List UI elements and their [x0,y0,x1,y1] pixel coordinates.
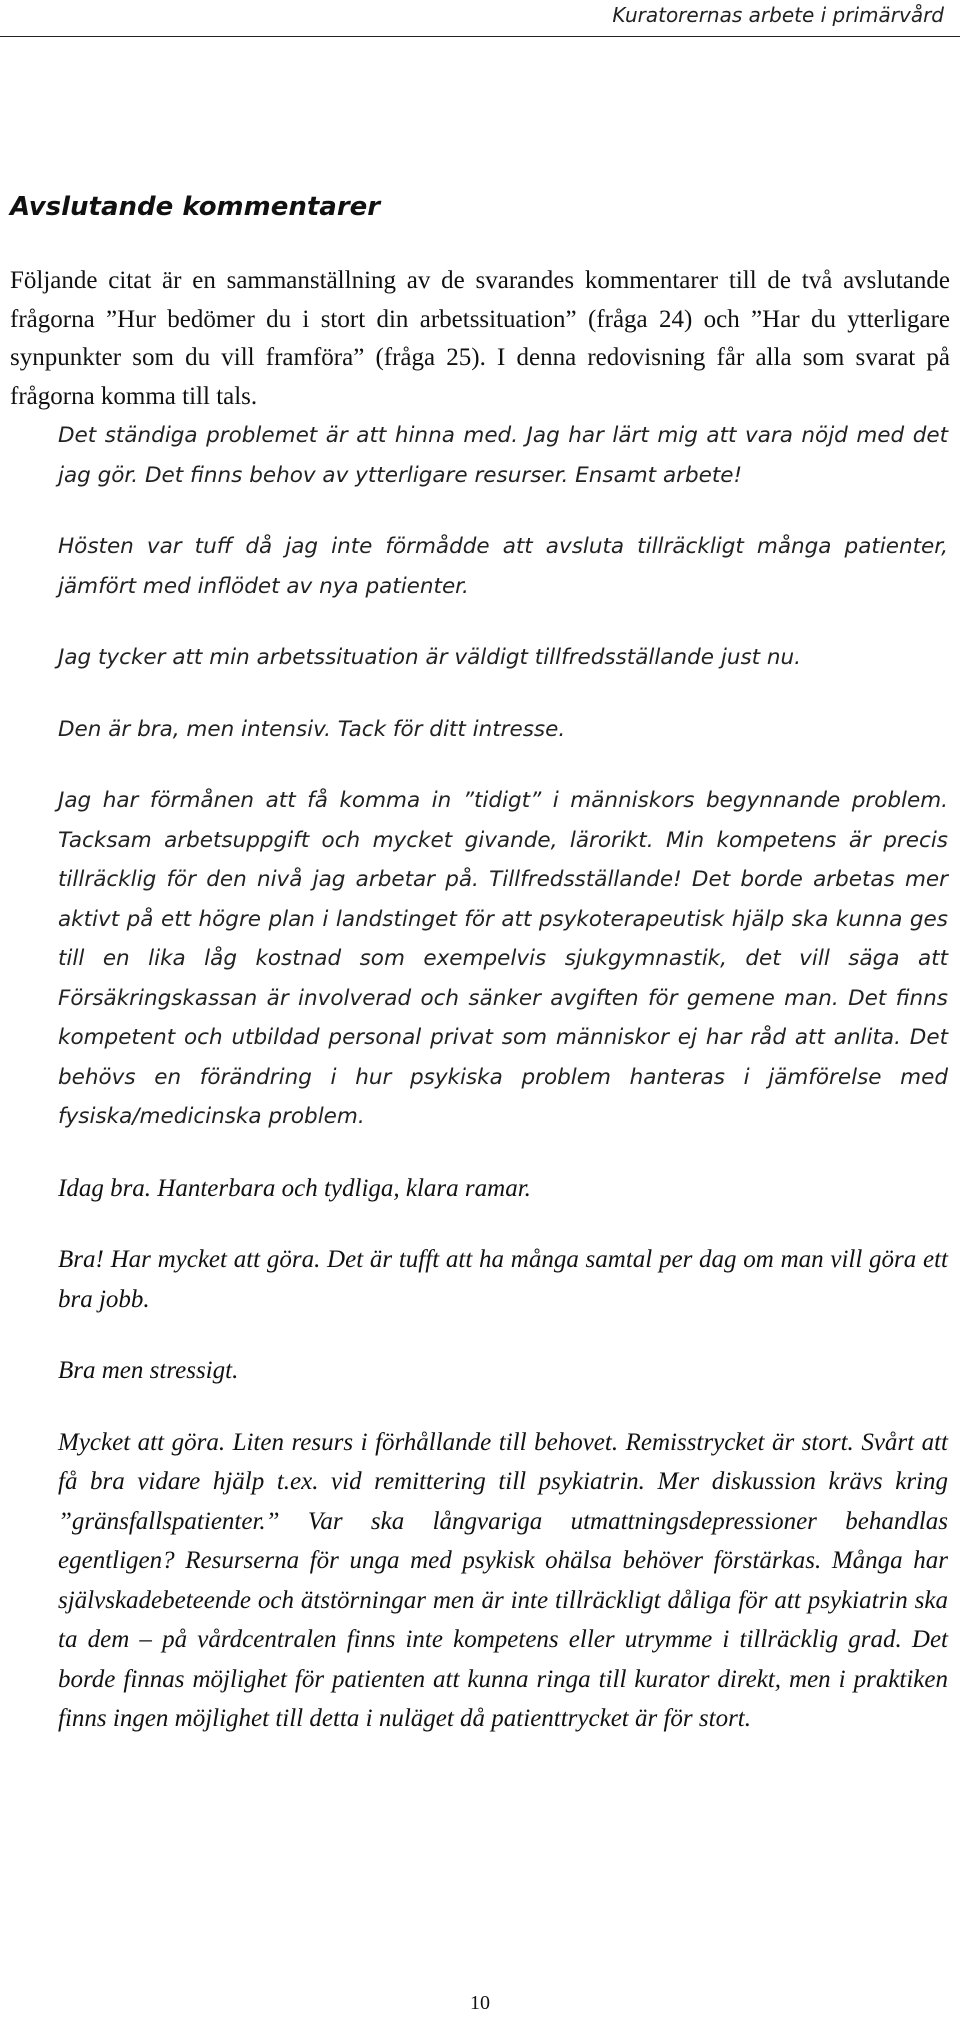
running-header: Kuratorernas arbete i primärvård [612,3,944,27]
quote-9: Mycket att göra. Liten resurs i förhållande till behovet. Remisstrycket är stort. Svårt att få bra vidare hjälp t.ex. vid remittering till psykiatrin. Mer diskussion krävs kring ”gränsfallspatienter.” Var ska långvariga utmattningsdepressioner behandlas egentligen? Resurserna för unga med psykisk ohälsa behöver förstärkas. Många har självskadebeteende och ätstörningar men är inte tillräckligt dåliga för att psykiatrin ska ta dem – på vårdcentralen finns inte kompetens eller utrymme i tillräcklig grad. Det borde finnas möjlighet för patienten att kunna ringa till kurator direkt, men i praktiken finns ingen möjlighet till detta i nuläget då patienttrycket är för stort. [58,1428,948,1732]
quote-4: Den är bra, men intensiv. Tack för ditt intresse. [58,716,566,742]
quotes-block [58,416,948,1771]
section-heading: Avslutande kommentarer [10,192,381,222]
quote-1: Det ständiga problemet är att hinna med. Jag har lärt mig att vara nöjd med det jag gör. Det finns behov av ytterligare resurser. Ensamt arbete! [58,423,948,488]
quote-3: Jag tycker att min arbetssituation är väldigt tillfredsställande just nu. [58,645,802,670]
quote-6: Idag bra. Hanterbara och tydliga, klara ramar. [58,1174,531,1202]
intro-paragraph: Följande citat är en sammanställning av de svarandes kommentarer till de två avslutande frågorna ”Hur bedömer du i stort din arbetssituation” (fråga 24) och ”Har du ytterligare synpunkter som du vill framföra” (fråga 25). I denna redovisning får alla som svarat på frågorna komma till tals. [10,267,950,410]
header-divider [0,36,960,37]
quote-2: Hösten var tuff då jag inte förmådde att avsluta tillräckligt många patienter, jämfört med inflödet av nya patienter. [58,534,948,599]
quote-8: Bra men stressigt. [58,1357,239,1384]
quote-7: Bra! Har mycket att göra. Det är tufft att ha många samtal per dag om man vill göra ett bra jobb. [58,1246,948,1313]
page-number: 10 [470,1992,490,2014]
quote-5: Jag har förmånen att få komma in ”tidigt” i människors begynnande problem. Tacksam arbetsuppgift och mycket givande, lärorikt. Min kompetens är precis tillräcklig för den nivå jag arbetar på. Tillfredsställande! Det borde arbetas mer aktivt på ett högre plan i landstinget för att psykoterapeutisk hjälp ska kunna ges till en lika låg kostnad som exempelvis sjukgymnastik, det vill säga att Försäkringskassan är involverad och sänker avgiften för gemene man. Det finns kompetent och utbildad personal privat som människor ej har råd att anlita. Det behövs en förändring i hur psykiska problem hanteras i jämförelse med fysiska/medicinska problem. [58,788,948,1129]
